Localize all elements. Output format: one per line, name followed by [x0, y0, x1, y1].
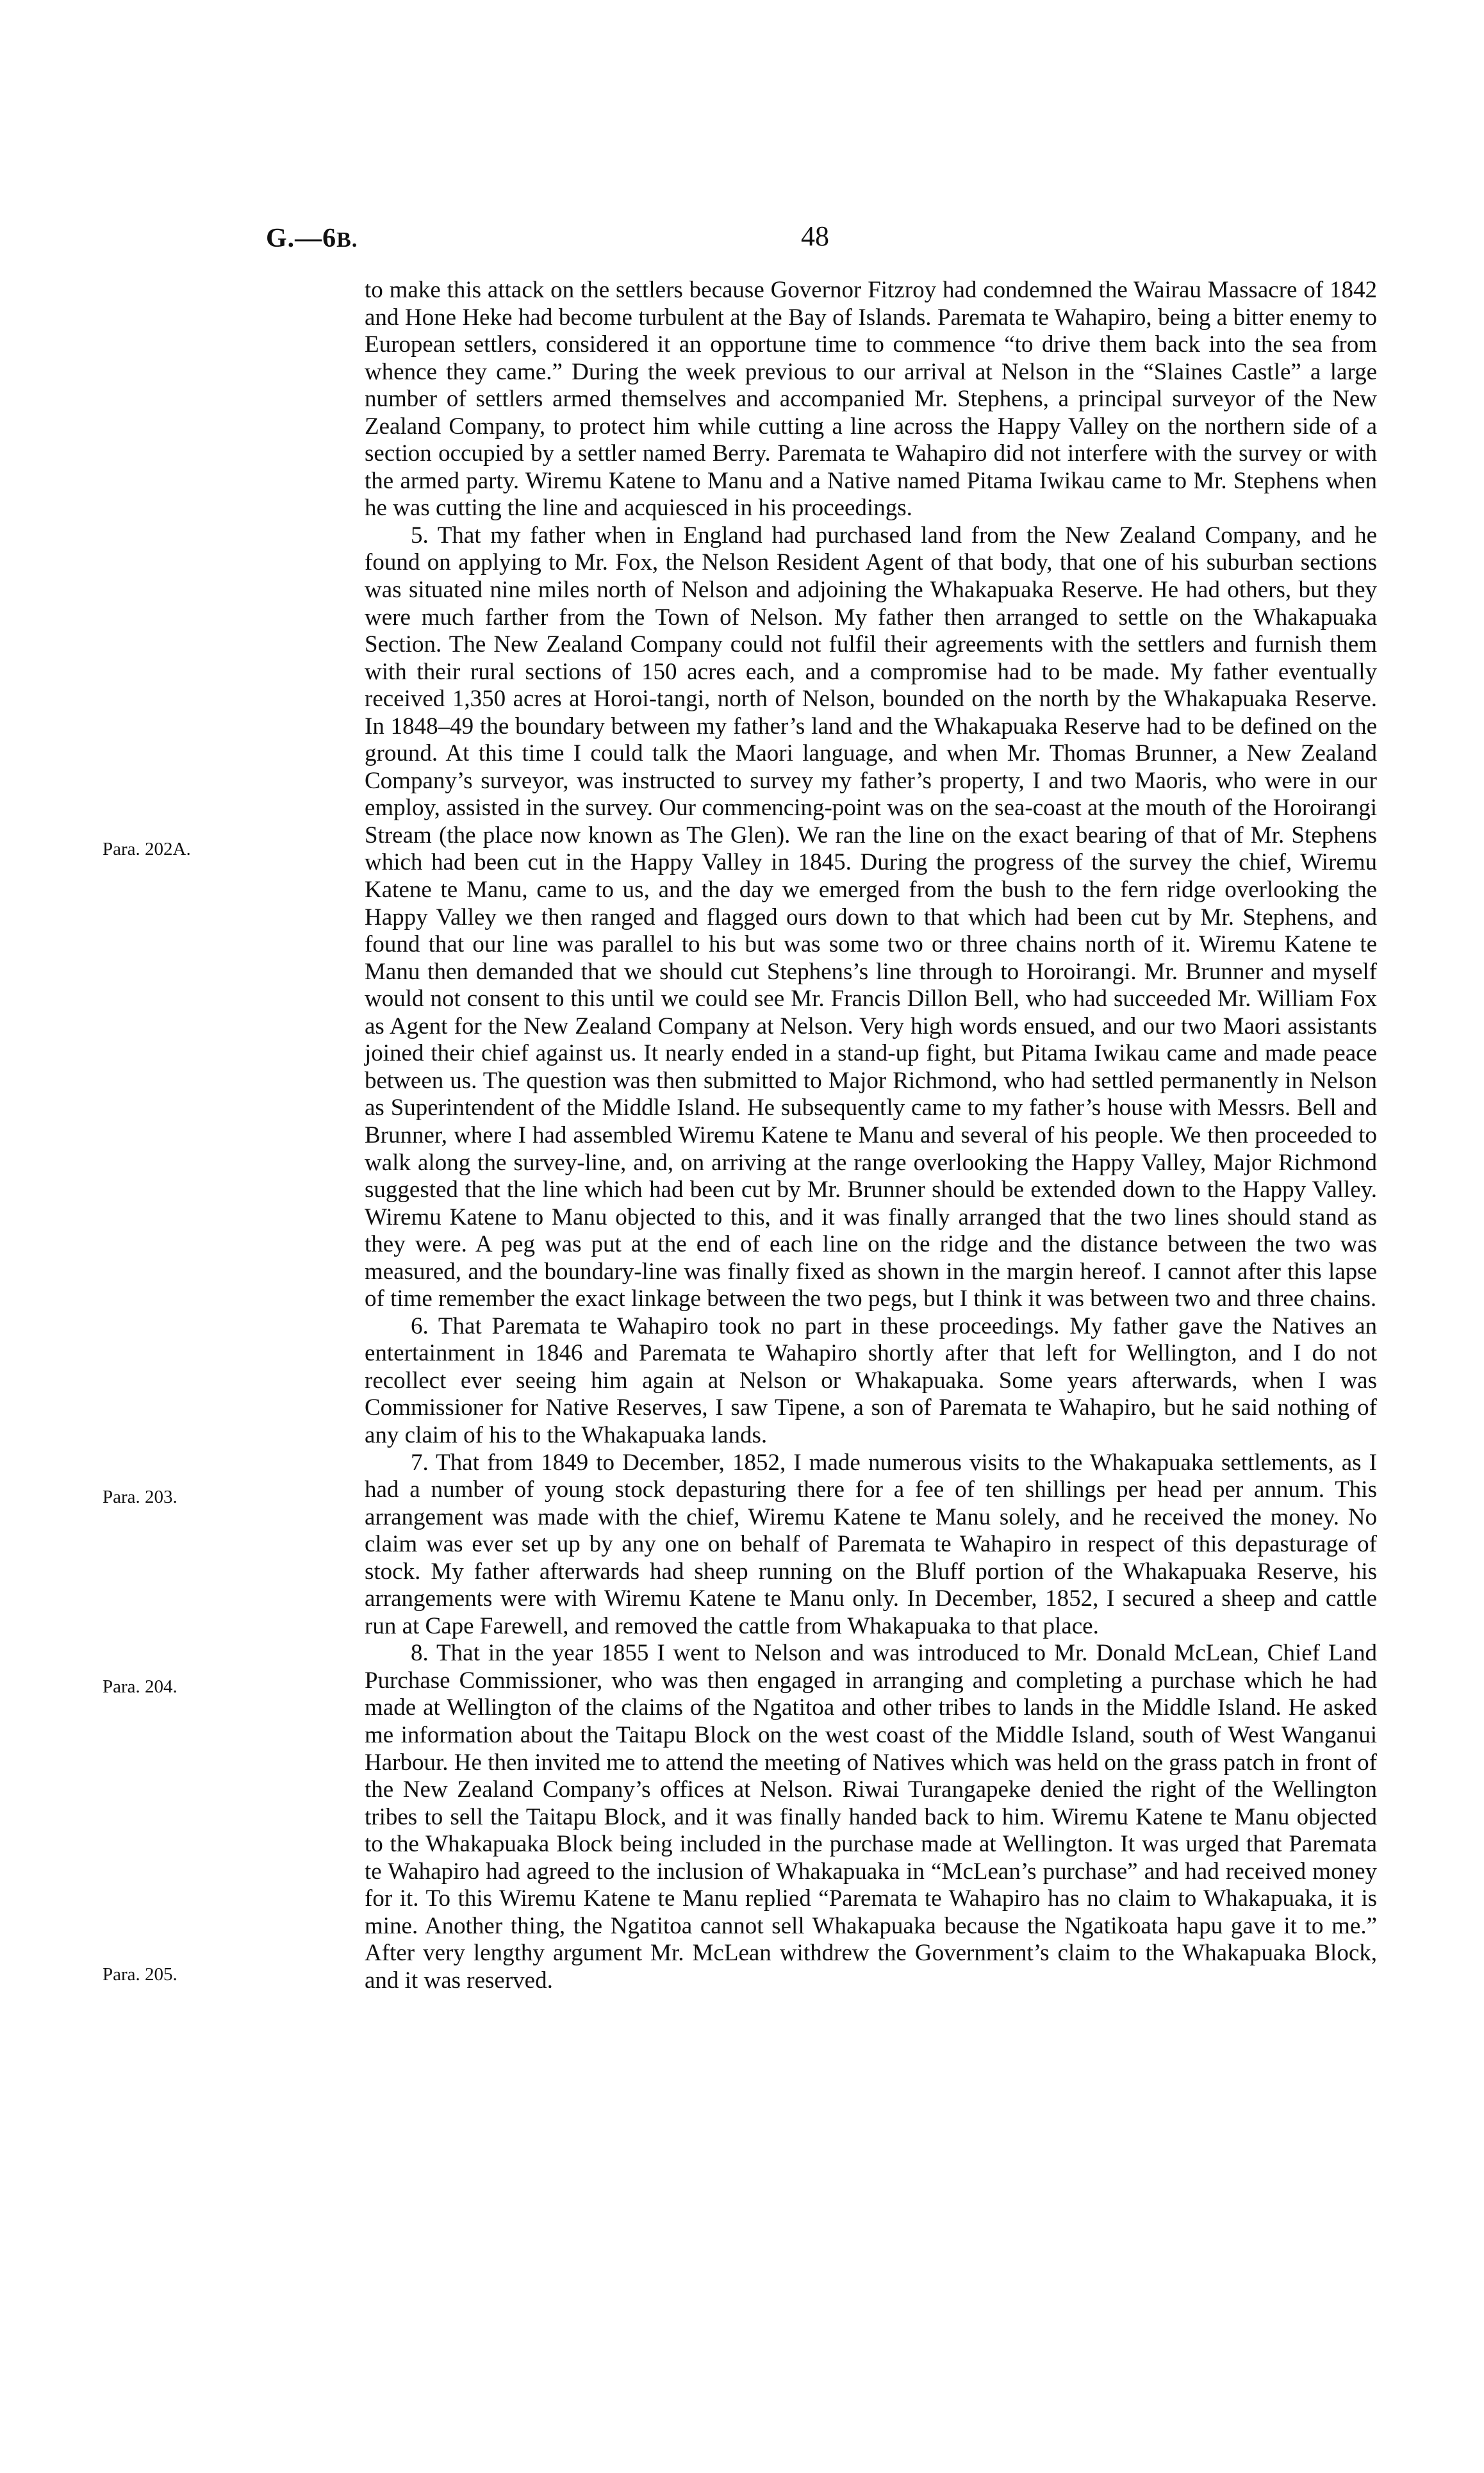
margin-note-para-204: Para. 204. — [103, 1676, 177, 1697]
margin-note-para-205: Para. 205. — [103, 1964, 177, 1985]
page-number: 48 — [801, 220, 829, 252]
reference-main: G.—6 — [266, 224, 337, 253]
paragraph-continued: to make this attack on the settlers because Governor Fitzroy had condemned the Wairau Massacre of 1842 and Hone Heke had become turbulent at the Bay of Islands. Paremata te Wahapiro, being a bitter enemy to European settlers, considered it an opportune time to commence “to drive them back into the sea from whence they came.” During the week previous to our arrival at Nelson in the “Slaines Castle” a large number of settlers armed themselves and accompanied Mr. Stephens, a principal surveyor of the New Zealand Company, to protect him while cutting a line across the Happy Valley on the northern side of a section occupied by a settler named Berry. Paremata te Wahapiro did not interfere with the survey or with the armed party. Wiremu Katene to Manu and a Native named Pitama Iwikau came to Mr. Stephens when he was cutting the line and acquiesced in his proceedings. — [365, 277, 1377, 522]
reference-suffix: B. — [336, 228, 358, 252]
body-text — [365, 277, 1377, 1994]
document-reference — [266, 223, 358, 254]
paragraph-6: 6. That Paremata te Wahapiro took no part in these proceedings. My father gave the Natives an entertainment in 1846 and Paremata te Wahapiro shortly after that left for Wellington, and I do not recollect ever seeing him again at Nelson or Whakapuaka. Some years afterwards, when I was Commissioner for Native Reserves, I saw Tipene, a son of Paremata te Wahapiro, but he said nothing of any claim of his to the Whakapuaka lands. — [365, 1312, 1377, 1448]
margin-note-para-202a: Para. 202A. — [103, 839, 191, 859]
paragraph-7: 7. That from 1849 to December, 1852, I made numerous visits to the Whakapuaka settlements, as I had a number of young stock depasturing there for a fee of ten shillings per head per annum. This arrangement was made with the chief, Wiremu Katene te Manu solely, and he received the money. No claim was ever set up by any one on behalf of Paremata te Wahapiro in respect of this depasturage of stock. My father afterwards had sheep running on the Bluff portion of the Whakapuaka Reserve, his arrangements were with Wiremu Katene te Manu only. In December, 1852, I secured a sheep and cattle run at Cape Farewell, and removed the cattle from Whakapuaka to that place. — [365, 1449, 1377, 1639]
margin-note-para-203: Para. 203. — [103, 1487, 177, 1507]
paragraph-8: 8. That in the year 1855 I went to Nelson and was introduced to Mr. Donald McLean, Chief Land Purchase Commissioner, who was then engaged in arranging and completing a purchase which he had made at Wellington of the claims of the Ngatitoa and other tribes to lands in the Middle Island. He asked me information about the Taitapu Block on the west coast of the Middle Island, south of West Wanganui Harbour. He then invited me to attend the meeting of Natives which was held on the grass patch in front of the New Zealand Company’s offices at Nelson. Riwai Turangapeke denied the right of the Wellington tribes to sell the Taitapu Block, and it was finally handed back to him. Wiremu Katene te Manu objected to the Whakapuaka Block being included in the purchase made at Wellington. It was urged that Paremata te Wahapiro had agreed to the inclusion of Whakapuaka in “McLean’s purchase” and had received money for it. To this Wiremu Katene te Manu replied “Paremata te Wahapiro has no claim to Whakapuaka, it is mine. Another thing, the Ngatitoa cannot sell Whakapuaka because the Ngatikoata hapu gave it to me.” After very lengthy argument Mr. McLean withdrew the Government’s claim to the Whakapuaka Block, and it was reserved. — [365, 1640, 1377, 1994]
paragraph-5: 5. That my father when in England had purchased land from the New Zealand Company, and he found on applying to Mr. Fox, the Nelson Resident Agent of that body, that one of his suburban sections was situated nine miles north of Nelson and adjoining the Whakapuaka Reserve. He had others, but they were much farther from the Town of Nelson. My father then arranged to settle on the Whakapuaka Section. The New Zealand Company could not fulfil their agreements with the settlers and furnish them with their rural sections of 150 acres each, and a compromise had to be made. My father eventually received 1,350 acres at Horoi-tangi, north of Nelson, bounded on the north by the Whakapuaka Reserve. In 1848–49 the boundary between my father’s land and the Whakapuaka Reserve had to be defined on the ground. At this time I could talk the Maori language, and when Mr. Thomas Brunner, a New Zealand Company’s surveyor, was instructed to survey my father’s property, I and two Maoris, who were in our employ, assisted in the survey. Our commencing-point was on the sea-coast at the mouth of the Horoirangi Stream (the place now known as The Glen). We ran the line on the exact bearing of that of Mr. Stephens which had been cut in the Happy Valley in 1845. During the progress of the survey the chief, Wiremu Katene te Manu, came to us, and the day we emerged from the bush to the fern ridge overlooking the Happy Valley we then ranged and flagged ours down to that which had been cut by Mr. Stephens, and found that our line was parallel to his but was some two or three chains north of it. Wiremu Katene te Manu then demanded that we should cut Stephens’s line through to Horoirangi. Mr. Brunner and myself would not consent to this until we could see Mr. Francis Dillon Bell, who had succeeded Mr. William Fox as Agent for the New Zealand Company at Nelson. Very high words ensued, and our two Maori assistants joined their chief against us. It nearly ended in a stand-up fight, but Pitama Iwikau came and made peace between us. The question was then submitted to Major Richmond, who had settled permanently in Nelson as Superintendent of the Middle Island. He subsequently came to my father’s house with Messrs. Bell and Brunner, where I had assembled Wiremu Katene te Manu and several of his people. We then proceeded to walk along the survey-line, and, on arriving at the range overlooking the Happy Valley, Major Richmond suggested that the line which had been cut by Mr. Brunner should be extended down to the Happy Valley. Wiremu Katene to Manu objected to this, and it was finally arranged that the two lines should stand as they were. A peg was put at the end of each line on the ridge and the distance between the two was measured, and the boundary-line was finally fixed as shown in the margin hereof. I cannot after this lapse of time remember the exact linkage between the two pegs, but I think it was between two and three chains. — [365, 522, 1377, 1312]
